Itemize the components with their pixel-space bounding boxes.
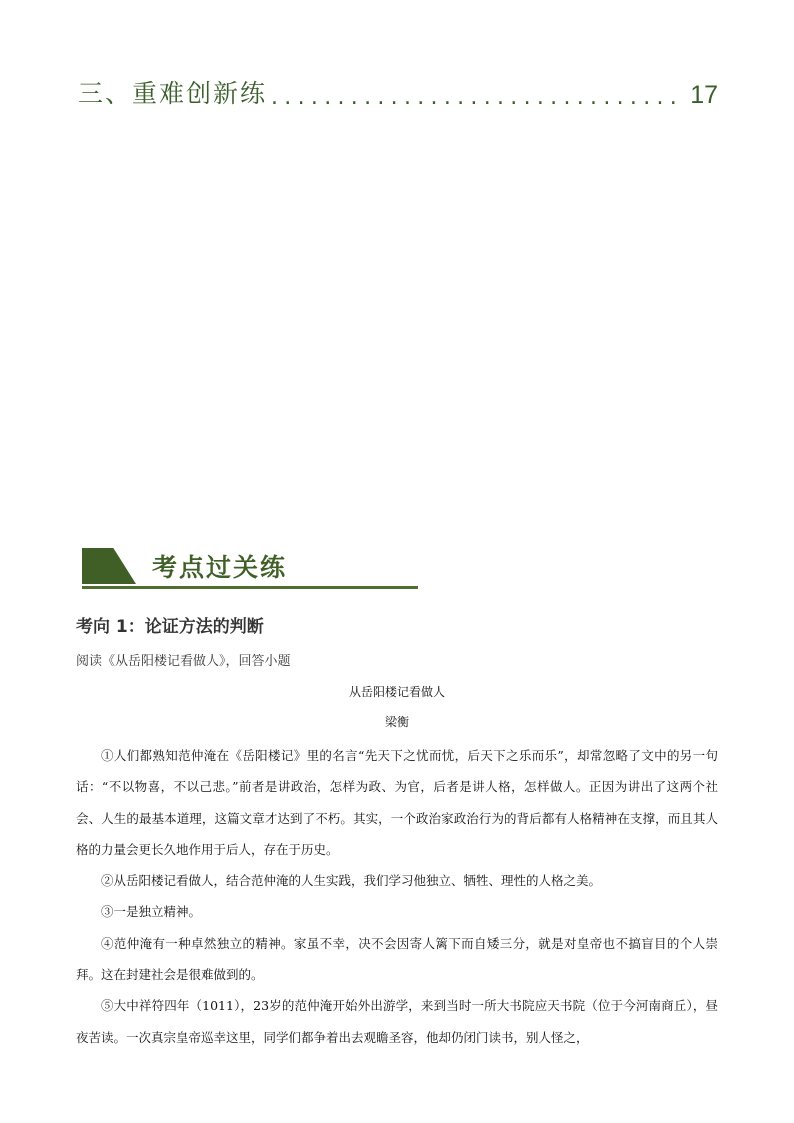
topic-heading: 考向 1：论证方法的判断 xyxy=(76,617,264,637)
toc-entry[interactable] xyxy=(78,74,718,110)
topic-instruction: 阅读《从岳阳楼记看做人》，回答小题 xyxy=(76,654,291,669)
article-body xyxy=(76,740,718,1053)
toc-page-number: 17 xyxy=(690,81,718,109)
article-paragraph: ③一是独立精神。 xyxy=(101,904,202,920)
section-banner xyxy=(80,546,420,592)
section-title: 考点过关练 xyxy=(152,553,288,582)
article-title: 从岳阳楼记看做人 xyxy=(348,685,445,699)
toc-entry-title: 三、重难创新练 xyxy=(78,79,268,108)
toc-leader-dots: ............................... xyxy=(271,85,684,110)
article-paragraph: ⑤大中祥符四年（1011），23岁的范仲淹开始外出游学，来到当时一所大书院应天书院（位于今河南商丘），昼夜苦读。一次真宗皇帝巡幸这里，同学们都争着出去观瞻圣容，他却仍闭门读书，别人怪之， xyxy=(76,998,718,1045)
banner-decoration-icon xyxy=(82,548,136,584)
article-paragraph: ①人们都熟知范仲淹在《岳阳楼记》里的名言“先天下之忧而忧，后天下之乐而乐”，却常忽略了文中的另一句话：“不以物喜，不以己悲。”前者是讲政治，怎样为政、为官，后者是讲人格，怎样做人。正因为讲出了这两个社会、人生的最基本道理，这篇文章才达到了不朽。其实，一个政治家政治行为的背后都有人格精神在支撑，而且其人格的力量会更长久地作用于后人，存在于历史。 xyxy=(76,748,718,857)
banner-underline xyxy=(82,586,418,589)
article-paragraph: ②从岳阳楼记看做人，结合范仲淹的人生实践，我们学习他独立、牺牲、理性的人格之美。 xyxy=(101,873,602,889)
article-author: 梁衡 xyxy=(384,715,409,729)
article-paragraph: ④范仲淹有一种卓然独立的精神。家虽不幸，决不会因寄人篱下而自矮三分，就是对皇帝也不搞盲目的个人崇拜。这在封建社会是很难做到的。 xyxy=(76,935,718,983)
